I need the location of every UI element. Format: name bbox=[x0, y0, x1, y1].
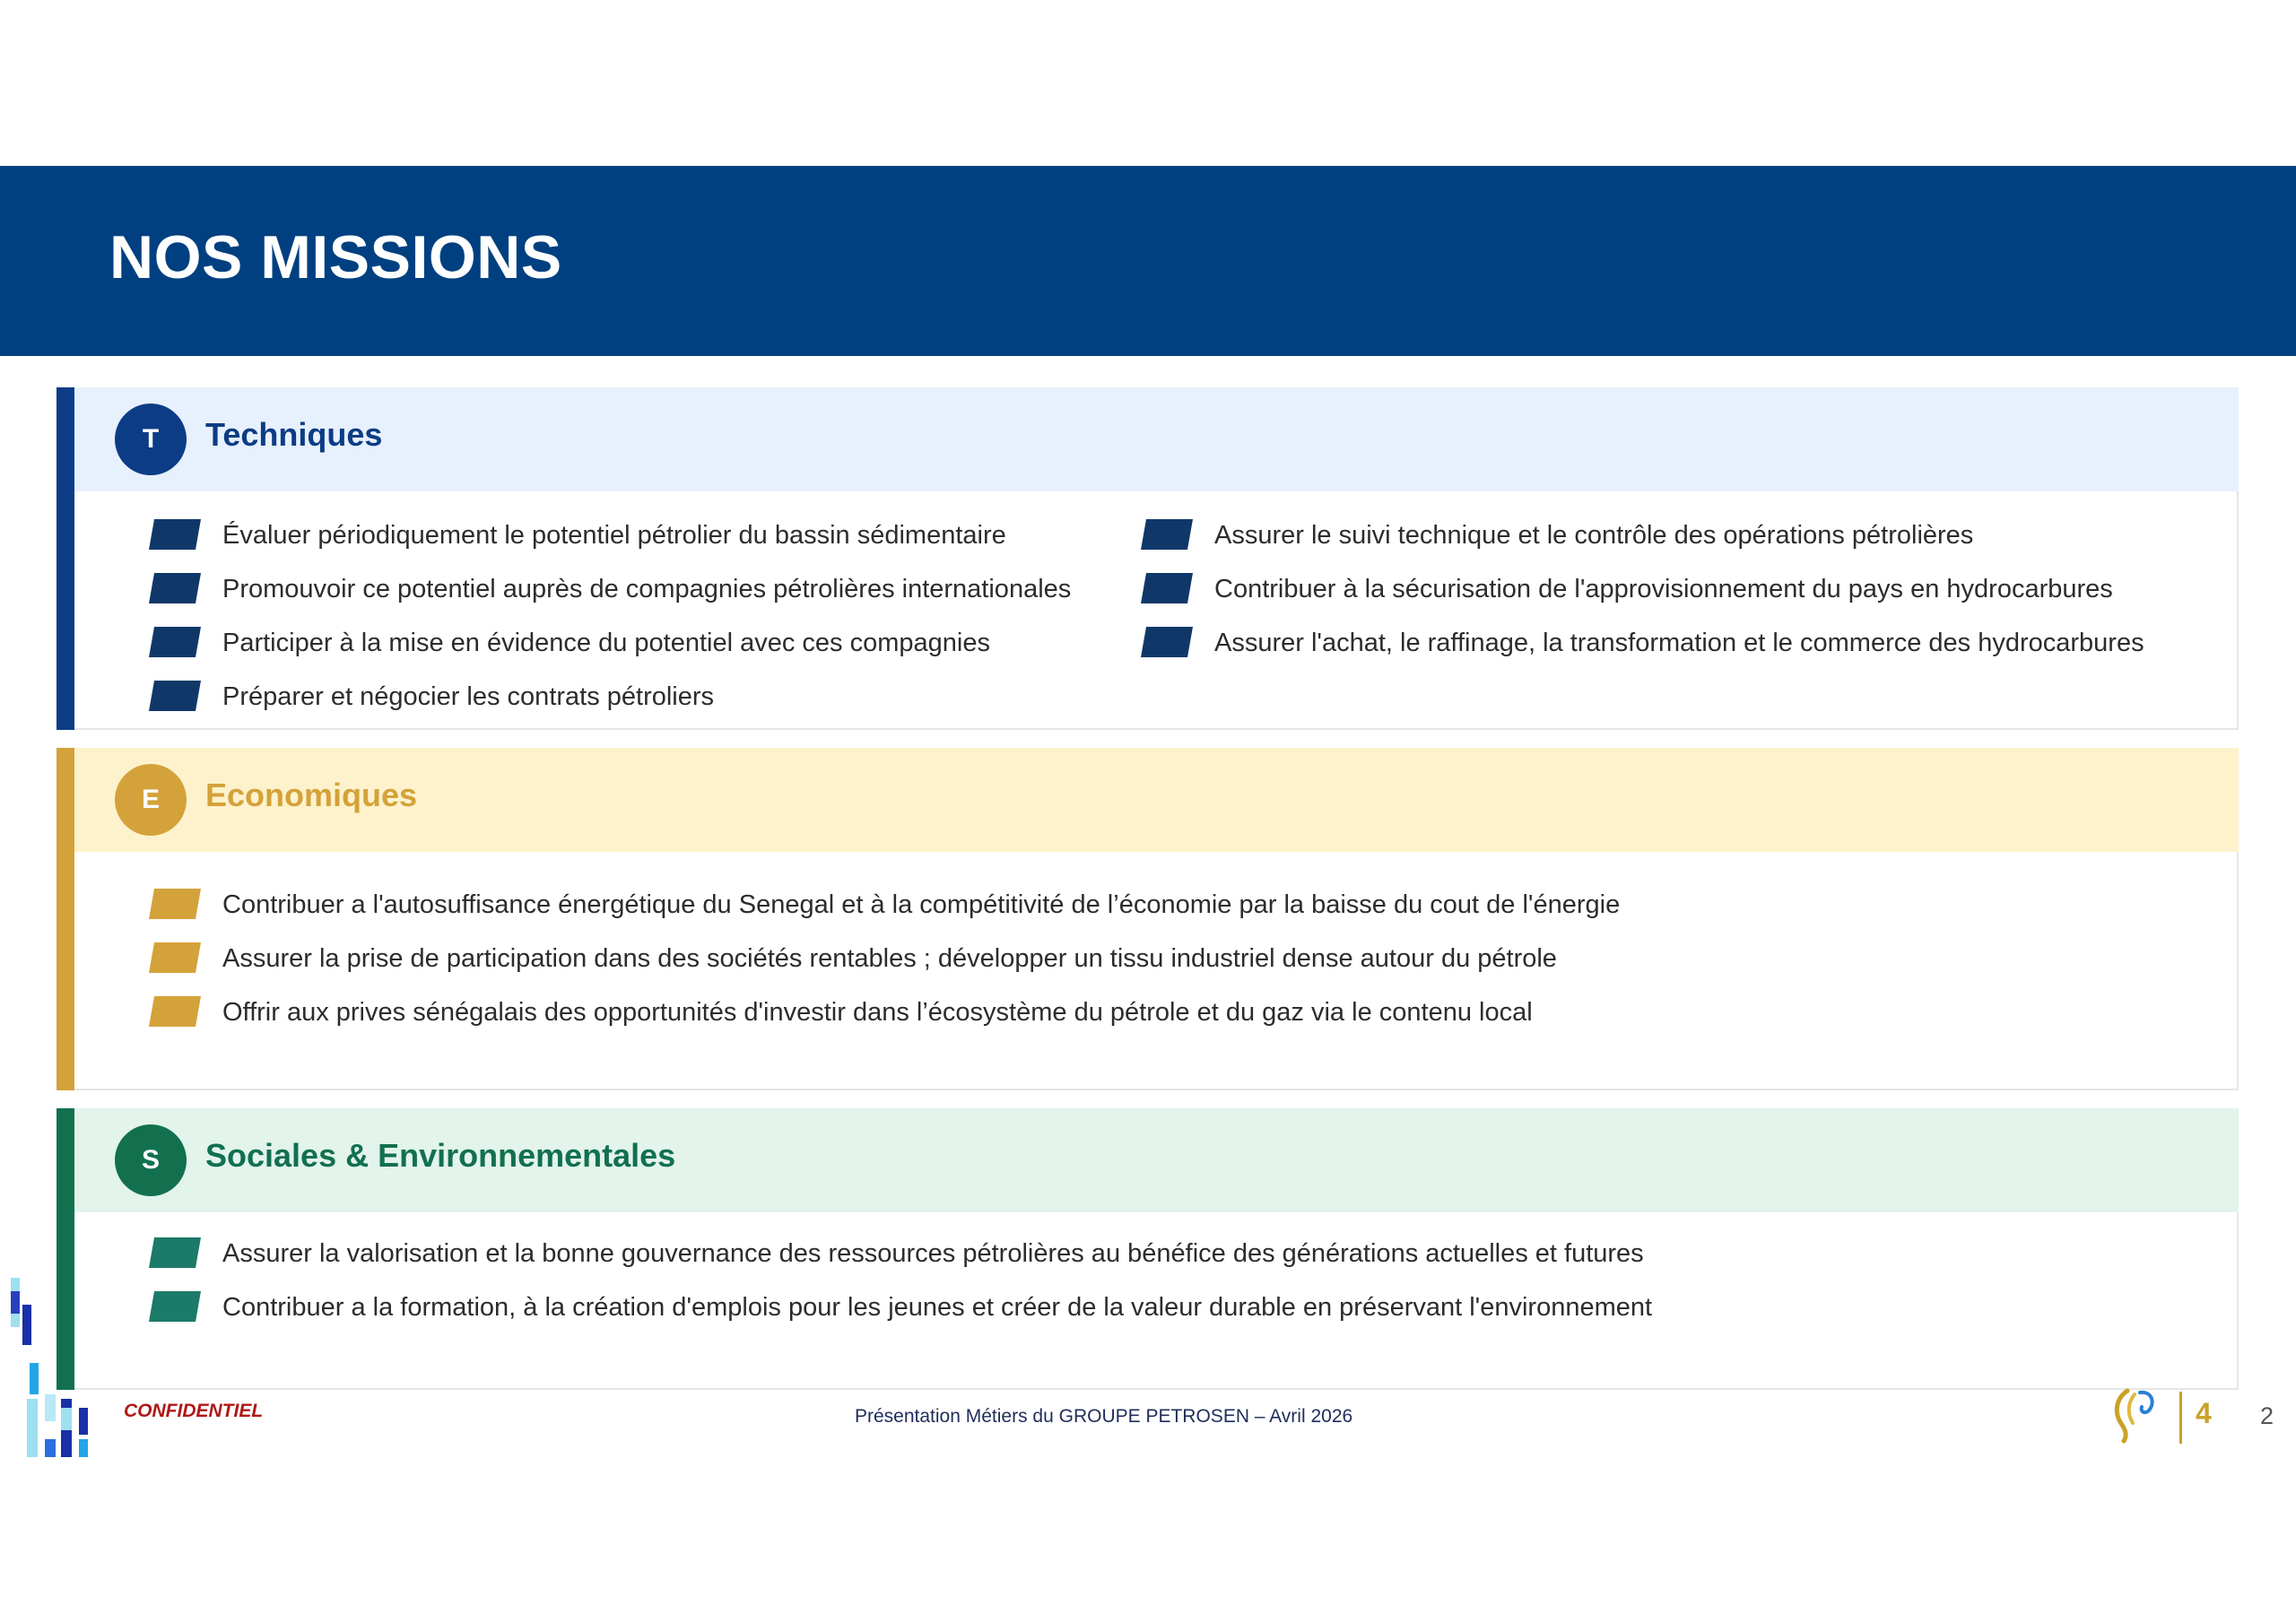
section-title: Techniques bbox=[205, 416, 383, 453]
bullet-icon bbox=[1141, 573, 1193, 603]
section-sociales-environnementales bbox=[57, 1108, 2239, 1390]
section-title: Sociales & Environnementales bbox=[205, 1137, 676, 1174]
bullet-icon bbox=[149, 519, 201, 550]
section-badge: S bbox=[115, 1124, 187, 1196]
bullet-icon bbox=[149, 1291, 201, 1322]
page-title: NOS MISSIONS bbox=[109, 223, 562, 291]
bullet-icon bbox=[149, 942, 201, 973]
section-title: Economiques bbox=[205, 777, 418, 813]
list-item-text: Assurer la valorisation et la bonne gouvernance des ressources pétrolières au bénéfice des générations actuelles et futures bbox=[222, 1239, 1644, 1268]
list-item-text: Contribuer a la formation, à la création d'emplois pour les jeunes et créer de la valeur durable en préservant l'environnement bbox=[222, 1293, 1653, 1322]
list-item-text: Assurer la prise de participation dans des sociétés rentables ; développer un tissu industriel dense autour du pétrole bbox=[222, 944, 1557, 973]
list-item-text: Assurer le suivi technique et le contrôle des opérations pétrolières bbox=[1214, 521, 1974, 550]
list-item-text: Promouvoir ce potentiel auprès de compagnies pétrolières internationales bbox=[222, 575, 1072, 603]
bullet-icon bbox=[149, 1237, 201, 1268]
list-item-text: Assurer l'achat, le raffinage, la transformation et le commerce des hydrocarbures bbox=[1214, 629, 2144, 657]
page-number: 2 bbox=[2260, 1402, 2274, 1429]
list-item-text: Offrir aux prives sénégalais des opportunités d'investir dans l’écosystème du pétrole et du gaz via le contenu local bbox=[222, 998, 1533, 1027]
footer-divider bbox=[2179, 1392, 2182, 1444]
section-economiques bbox=[57, 748, 2239, 1090]
bullet-icon bbox=[149, 681, 201, 711]
bullet-icon bbox=[149, 996, 201, 1027]
slide-number: 4 bbox=[2196, 1397, 2212, 1429]
list-item-text: Contribuer à la sécurisation de l'approvisionnement du pays en hydrocarbures bbox=[1214, 575, 2113, 603]
section-badge: E bbox=[115, 764, 187, 836]
petrosen-logo-icon bbox=[2100, 1385, 2163, 1445]
bullet-icon bbox=[1141, 627, 1193, 657]
list-item-text: Évaluer périodiquement le potentiel pétrolier du bassin sédimentaire bbox=[222, 521, 1006, 550]
bullet-icon bbox=[149, 627, 201, 657]
bullet-icon bbox=[149, 889, 201, 919]
list-item-text: Contribuer a l'autosuffisance énergétique du Senegal et à la compétitivité de l’économie par la baisse du cout de l'énergie bbox=[222, 890, 1621, 919]
section-techniques bbox=[57, 387, 2239, 730]
confidential-label: CONFIDENTIEL bbox=[124, 1401, 264, 1421]
decorative-bars-graphic bbox=[0, 1273, 99, 1462]
section-badge: T bbox=[115, 404, 187, 475]
bullet-icon bbox=[1141, 519, 1193, 550]
footer-caption: Présentation Métiers du GROUPE PETROSEN – Avril 2026 bbox=[855, 1406, 1353, 1427]
bullet-icon bbox=[149, 573, 201, 603]
list-item-text: Préparer et négocier les contrats pétroliers bbox=[222, 682, 715, 711]
list-item-text: Participer à la mise en évidence du potentiel avec ces compagnies bbox=[222, 629, 990, 657]
